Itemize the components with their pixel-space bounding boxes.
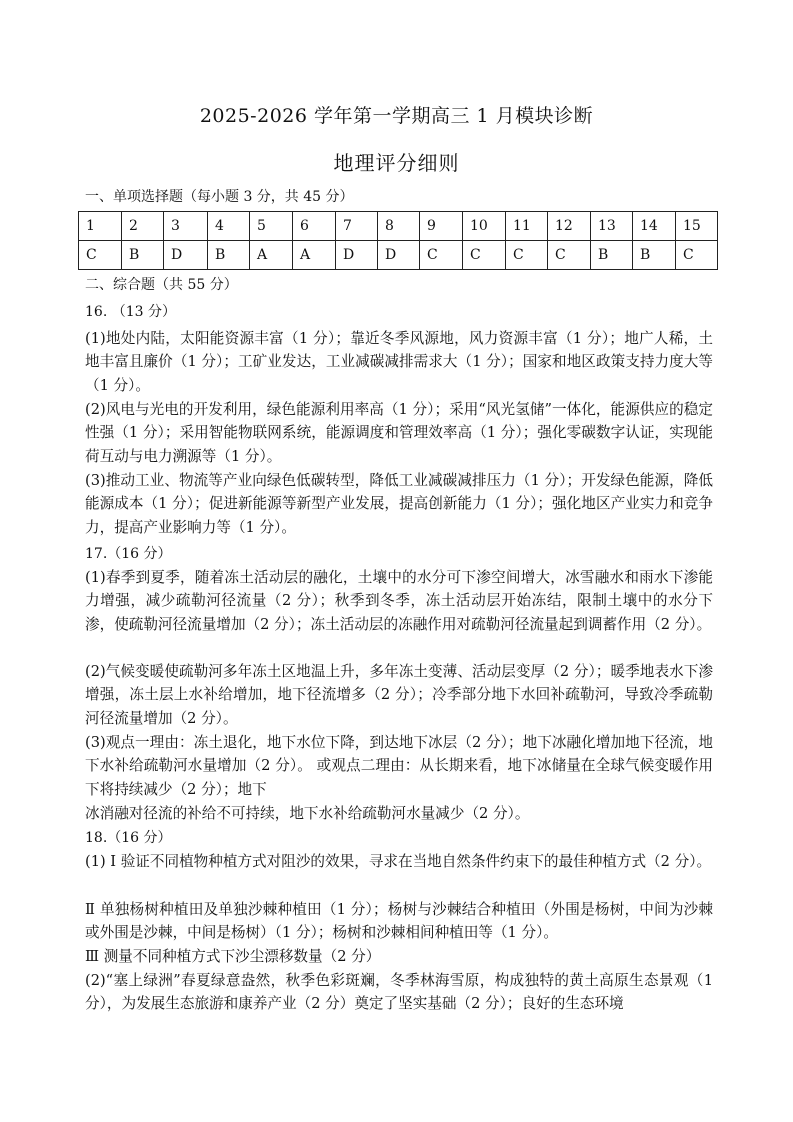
answer-cell: B [591,241,633,270]
question-number-cell: 9 [420,212,463,241]
answer-cell: C [420,241,463,270]
answer-cell: C [79,241,122,270]
document-title: 2025-2026 学年第一学期高三 1 月模块诊断 [199,105,594,127]
answer-cell: A [250,241,293,270]
question-16-heading: 16. （13 分） [85,304,176,320]
question-18-part-1-item-2: Ⅱ 单独杨树种植田及单独沙棘种植田（1 分）；杨树与沙棘结合种植田（外围是杨树，中间为沙棘或外围是沙棘，中间是杨树）（1 分）；杨树和沙棘相间种植田等（1 分）。 [85,901,713,942]
section-2-heading: 二、综合题（共 55 分） [85,277,238,293]
question-number-cell: 5 [250,212,293,241]
question-number-cell: 13 [591,212,633,241]
answer-cell: B [122,241,164,270]
question-number-cell: 1 [79,212,122,241]
answer-table-number-row [79,212,718,241]
question-number-cell: 11 [506,212,548,241]
question-18-part-2: (2)“塞上绿洲”春夏绿意盎然，秋季色彩斑斓，冬季林海雪原，构成独特的黄土高原生态景观（1 分），为发展生态旅游和康养产业（2 分）奠定了坚实基础（2 分）；良好的生态环境 [85,972,713,1013]
question-number-cell: 4 [208,212,250,241]
question-number-cell: 14 [633,212,676,241]
question-16-part-3: (3)推动工业、物流等产业向绿色低碳转型，降低工业减碳减排压力（1 分）；开发绿色能源，降低能源成本（1 分）；促进新能源等新型产业发展，提高创新能力（1 分）；强化地区产业实力和竞争力，提高产业影响力等（1 分）。 [85,472,713,536]
answer-cell: D [378,241,420,270]
question-18-part-1-item-3: Ⅲ 测量不同种植方式下沙尘漂移数量（2 分） [85,948,381,965]
answer-cell: C [506,241,548,270]
question-16-part-1: (1)地处内陆，太阳能资源丰富（1 分）；靠近冬季风源地，风力资源丰富（1 分）；地广人稀，土地丰富且廉价（1 分）；工矿业发达，工业减碳减排需求大（1 分）；国家和地区政策支持力度大等（1 分）。 [85,330,713,394]
question-number-cell: 10 [463,212,506,241]
answer-cell: D [336,241,378,270]
answer-cell: B [633,241,676,270]
question-number-cell: 15 [676,212,718,241]
question-number-cell: 6 [293,212,336,241]
question-16-part-2: (2)风电与光电的开发利用，绿色能源利用率高（1 分）；采用“风光氢储”一体化，能源供应的稳定性强（1 分）；采用智能物联网系统，能源调度和管理效率高（1 分）；强化零碳数字认证，实现能荷互动与电力溯源等（1 分）。 [85,401,713,465]
question-17-part-2: (2)气候变暖使疏勒河多年冻土区地温上升，多年冻土变薄、活动层变厚（2 分）；暖季地表水下渗增强，冻土层上水补给增加，地下径流增多（2 分）；冷季部分地下水回补疏勒河，导致冷季疏勒河径流量增加（2 分）。 [85,663,713,727]
section-1-heading: 一、单项选择题（每小题 3 分，共 45 分） [85,189,354,205]
question-17-heading: 17.（16 分） [85,546,172,562]
question-17-part-1: (1)春季到夏季，随着冻土活动层的融化，土壤中的水分可下渗空间增大，冰雪融水和雨水下渗能力增强，减少疏勒河径流量（2 分）；秋季到冬季，冻土活动层开始冻结，限制土壤中的水分下渗，使疏勒河径流量增加（2 分）；冻土活动层的冻融作用对疏勒河径流量起到调蓄作用（2 分）。 [85,569,713,633]
question-number-cell: 12 [548,212,591,241]
answer-table [78,211,718,270]
answer-cell: A [293,241,336,270]
answer-table-answer-row [79,241,718,270]
answer-cell: D [164,241,208,270]
answer-cell: C [548,241,591,270]
question-18-heading: 18.（16 分） [85,830,172,846]
question-17-part-3-continued: 冰消融对径流的补给不可持续，地下水补给疏勒河水量减少（2 分）。 [85,805,530,822]
answer-cell: C [676,241,718,270]
document-subtitle: 地理评分细则 [333,151,460,175]
question-17-part-3: (3)观点一理由：冻土退化，地下水位下降，到达地下冰层（2 分）；地下冰融化增加地下径流，地下水补给疏勒河水量增加（2 分）。 或观点二理由：从长期来看，地下冰储量在全球气候变暖作用下将持续减少（2 分）；地下 [85,734,713,798]
question-number-cell: 8 [378,212,420,241]
question-18-part-1-item-1: (1) Ⅰ 验证不同植物种植方式对阻沙的效果，寻求在当地自然条件约束下的最佳种植方式（2 分）。 [85,853,712,870]
question-number-cell: 7 [336,212,378,241]
question-number-cell: 3 [164,212,208,241]
answer-cell: C [463,241,506,270]
question-number-cell: 2 [122,212,164,241]
answer-cell: B [208,241,250,270]
